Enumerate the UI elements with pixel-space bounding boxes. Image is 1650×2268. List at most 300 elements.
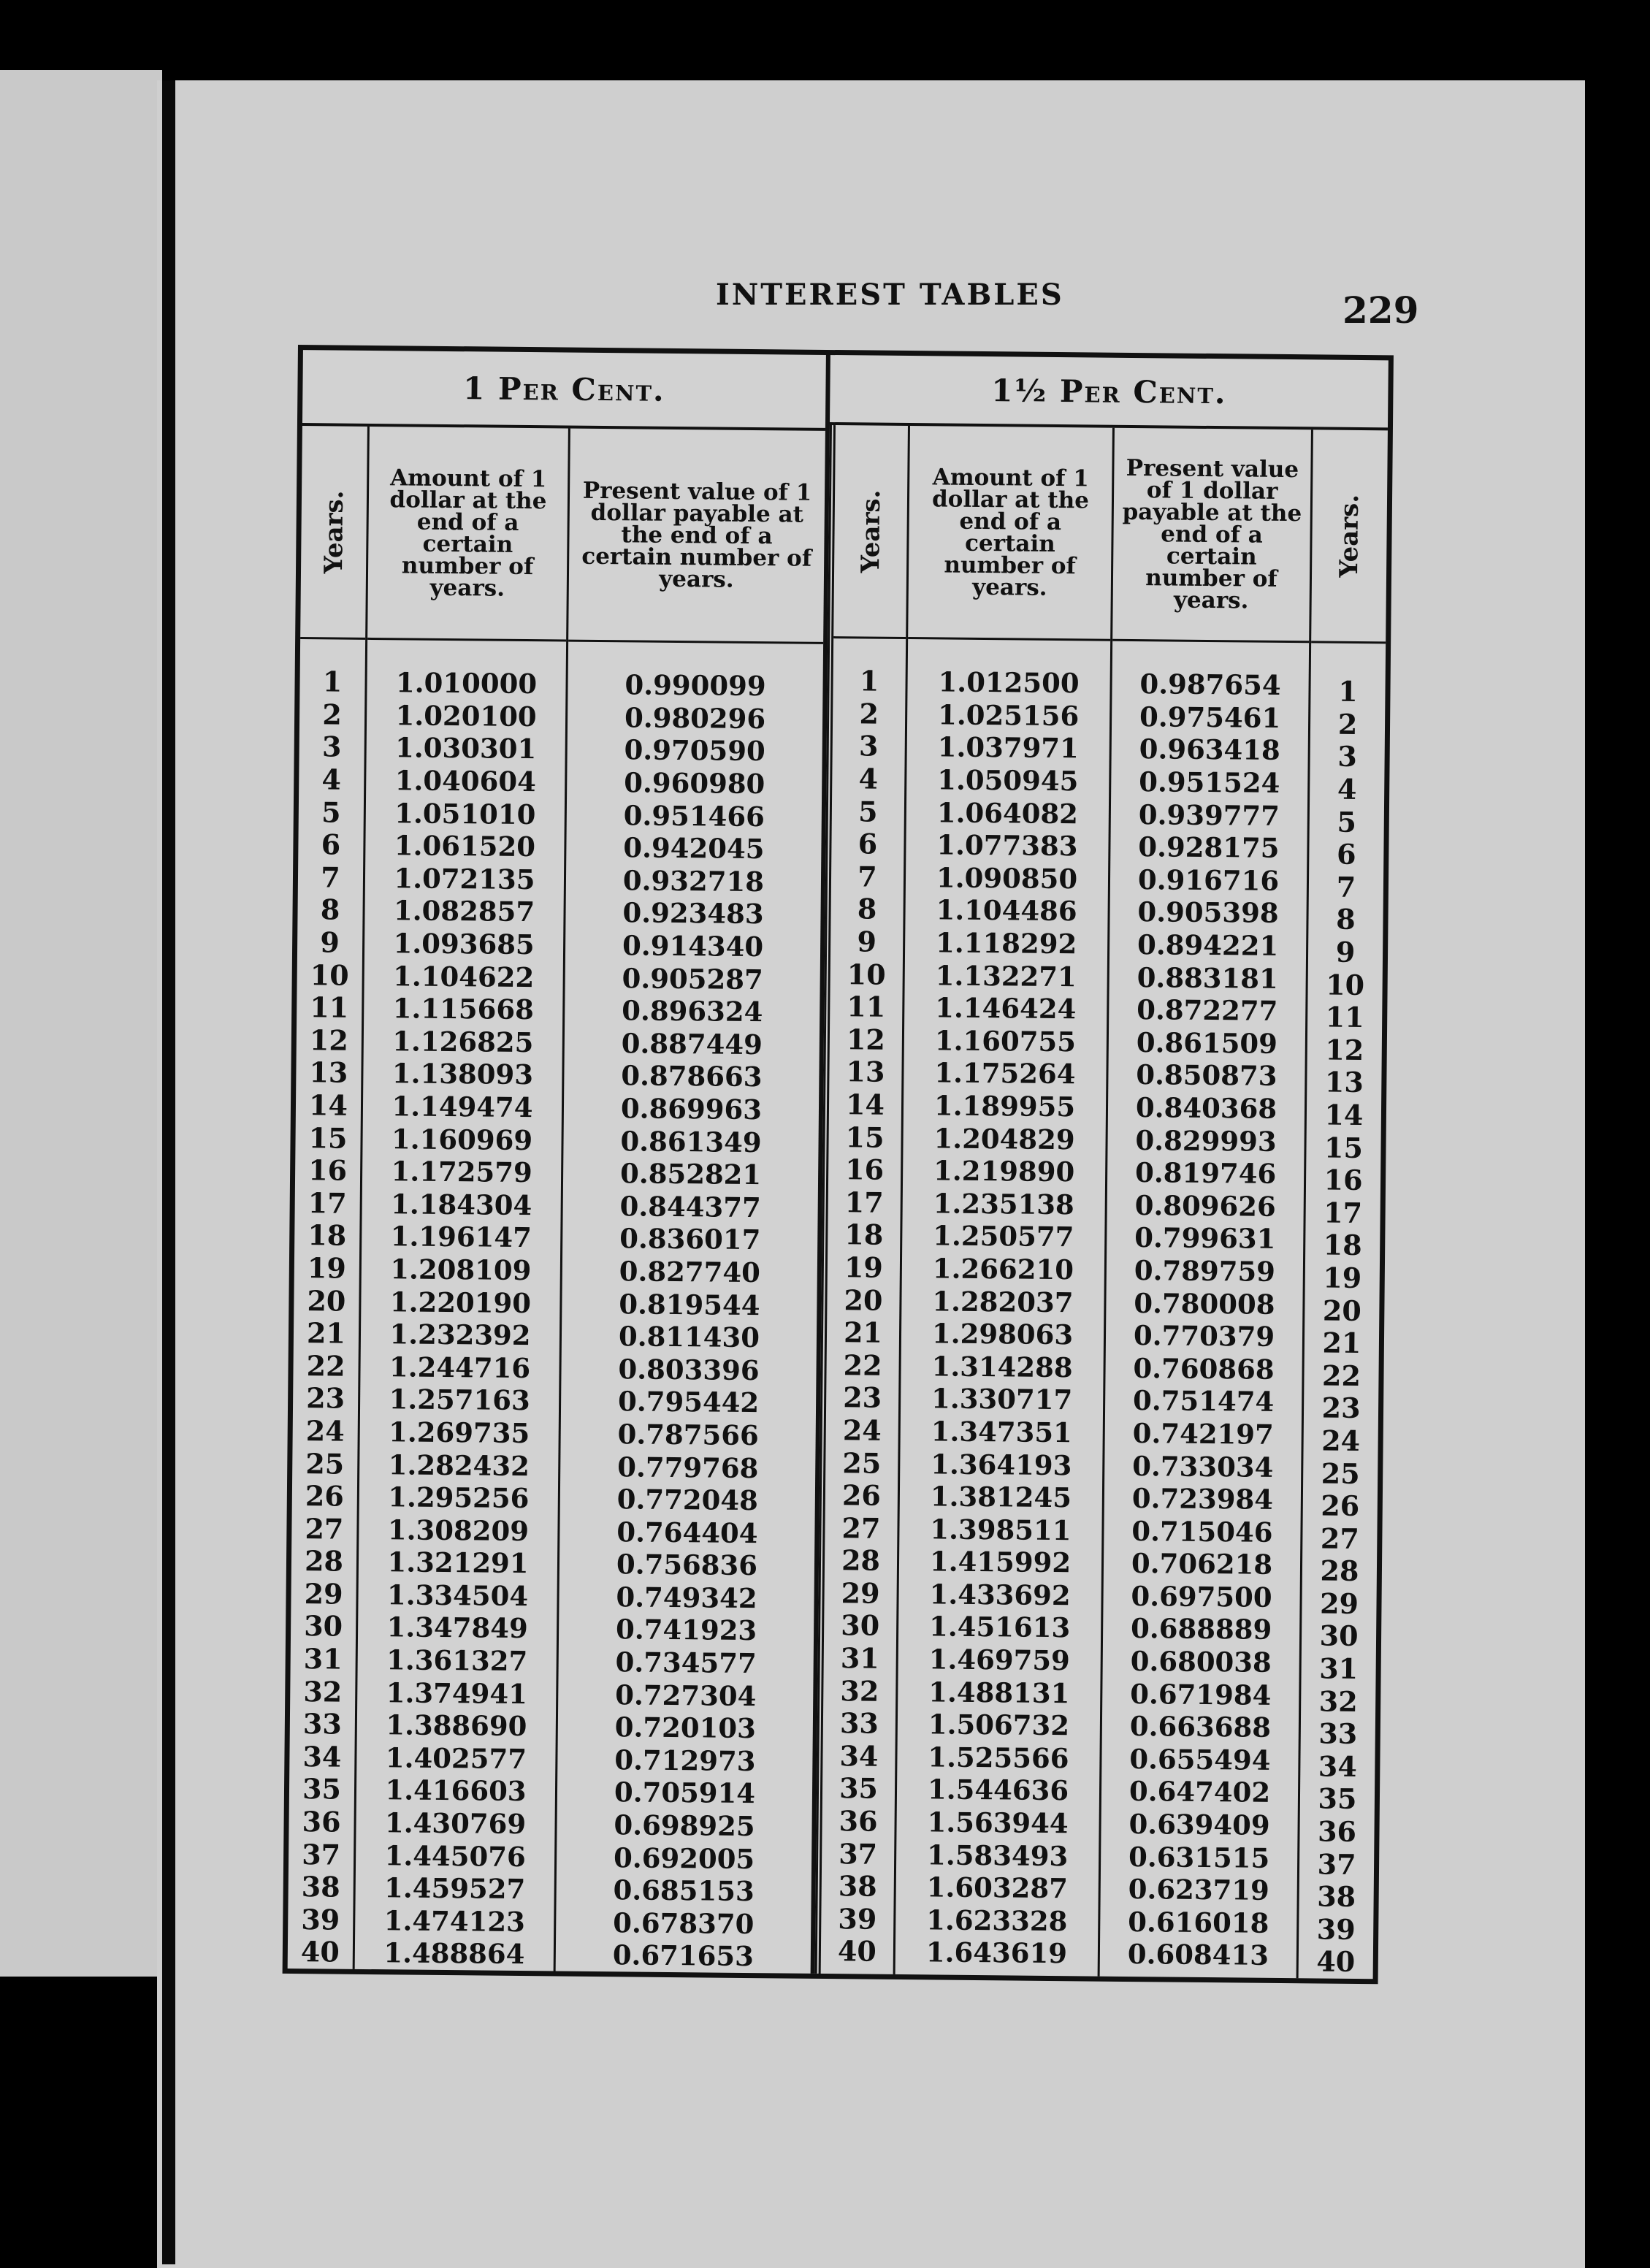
table-cell: 26: [1321, 1489, 1360, 1523]
table-cell: 1.220190: [389, 1285, 532, 1319]
amount-list: [355, 640, 566, 1971]
table-cell: 28: [841, 1543, 881, 1578]
table-cell: 1.172579: [391, 1155, 532, 1189]
table-cell: 33: [302, 1707, 343, 1741]
table-cell: 6: [1336, 837, 1356, 871]
table-cell: 1.146424: [935, 991, 1077, 1026]
table-cell: 17: [844, 1185, 884, 1219]
table-cell: 25: [305, 1446, 345, 1481]
table-cell: 1.488131: [928, 1676, 1070, 1709]
table-cell: 40: [300, 1935, 340, 1969]
table-cell: 20: [1322, 1294, 1362, 1327]
table-cell: 0.706218: [1131, 1547, 1273, 1581]
table-cell: 6: [858, 827, 878, 860]
table-cell: 0.639409: [1128, 1808, 1270, 1841]
table-cell: 1.160969: [391, 1122, 533, 1156]
table-cell: 0.751474: [1132, 1384, 1275, 1419]
table-cell: 1.314288: [931, 1350, 1073, 1383]
table-cell: 1.118292: [935, 926, 1077, 961]
table-cell: 0.764404: [616, 1515, 758, 1549]
table-cell: 0.905287: [622, 961, 763, 996]
table-cell: 14: [308, 1088, 348, 1122]
table-cell: 0.772048: [616, 1483, 759, 1517]
table-cell: 0.951524: [1139, 765, 1280, 799]
table-cell: 8: [857, 892, 877, 926]
table-cell: 1.603287: [926, 1871, 1069, 1905]
book-gutter: [162, 80, 175, 2264]
table-cell: 40: [1316, 1944, 1356, 1979]
table-cell: 9: [320, 925, 340, 959]
table-cell: 0.671653: [612, 1939, 755, 1973]
table-cell: 1.295256: [388, 1481, 530, 1515]
table-cell: 39: [1316, 1912, 1356, 1946]
amount-heading: Amount of 1 dollar at the end of a certain number of years.: [367, 427, 568, 642]
table-cell: 0.836017: [619, 1222, 761, 1256]
table-cell: 1.433692: [929, 1578, 1071, 1612]
table-cell: 6: [321, 828, 341, 861]
table-cell: 11: [310, 990, 349, 1024]
table-cell: 22: [843, 1348, 882, 1382]
years-heading: Years.: [1334, 494, 1365, 578]
table-cell: 0.819544: [619, 1287, 760, 1321]
table-cell: 0.887449: [621, 1027, 763, 1061]
table-cell: 18: [1323, 1228, 1362, 1262]
table-cell: 0.770379: [1133, 1319, 1275, 1353]
table-cell: 32: [303, 1674, 343, 1708]
table-cell: 0.928175: [1138, 831, 1280, 865]
table-cell: 0.727304: [615, 1678, 757, 1712]
table-cell: 4: [858, 762, 879, 795]
table-cell: 0.685153: [613, 1874, 755, 1908]
table-cell: 2: [1337, 707, 1358, 741]
table-cell: 0.916716: [1137, 863, 1280, 897]
table-cell: 5: [858, 795, 878, 828]
table-cell: 19: [307, 1251, 347, 1285]
table-cell: 0.647402: [1128, 1775, 1271, 1809]
years-column: [815, 425, 910, 1974]
table-cell: 5: [321, 795, 341, 829]
table-cell: 0.861349: [620, 1124, 762, 1158]
table-cell: 1.544636: [927, 1773, 1069, 1807]
table-cell: 0.779768: [617, 1450, 759, 1484]
table-cell: 1.563944: [927, 1806, 1069, 1840]
amount-column: [355, 427, 570, 1971]
table-cell: 35: [302, 1772, 342, 1806]
table-cell: 1.257163: [389, 1383, 530, 1417]
table-cell: 1.104622: [392, 959, 535, 993]
table-cell: 36: [839, 1804, 878, 1838]
table-cell: 16: [845, 1153, 885, 1186]
table-cell: 0.803396: [618, 1352, 760, 1386]
table-cell: 1.093685: [393, 927, 535, 961]
table-cell: 1.321291: [387, 1546, 529, 1580]
table-cell: 19: [1323, 1261, 1362, 1294]
table-cell: 29: [304, 1577, 343, 1611]
table-cell: 1.402577: [385, 1741, 527, 1775]
table-cell: 1.149474: [392, 1090, 533, 1124]
table-cell: 23: [1321, 1391, 1361, 1425]
present-value-column: [556, 429, 825, 1974]
table-cell: 3: [321, 730, 342, 764]
table-cell: 30: [303, 1609, 343, 1643]
present-value-list: [556, 642, 823, 1974]
table-cell: 14: [845, 1088, 885, 1121]
years-column: [1299, 430, 1388, 1979]
table-1-per-cent: [288, 350, 830, 1974]
table-cell: 0.723984: [1131, 1482, 1274, 1516]
table-cell: 0.975461: [1139, 700, 1281, 734]
table-cell: 0.663688: [1129, 1710, 1272, 1744]
table-cell: 1: [859, 664, 879, 698]
table-cell: 0.942045: [623, 831, 765, 866]
table-cell: 31: [1319, 1652, 1359, 1686]
table-cell: 33: [1318, 1717, 1358, 1751]
table-cell: 22: [1321, 1359, 1361, 1392]
table-cell: 0.799631: [1134, 1221, 1276, 1256]
table-cell: 21: [1322, 1326, 1361, 1360]
table-cell: 1.037971: [937, 730, 1080, 765]
table-cell: 8: [320, 893, 340, 926]
facing-page-edge: [0, 70, 162, 1977]
table-cell: 1.525566: [928, 1741, 1069, 1775]
table-cell: 3: [1337, 740, 1358, 774]
table-cell: 0.939777: [1138, 798, 1280, 832]
table-cell: 1.132271: [935, 959, 1077, 993]
table-cell: 1.072135: [394, 862, 535, 896]
table-cell: 1.040604: [394, 764, 537, 798]
table-cell: 13: [1324, 1065, 1364, 1099]
table-cell: 0.844377: [619, 1190, 761, 1223]
table-cell: 1.010000: [395, 666, 538, 700]
table-cell: 0.840368: [1135, 1091, 1277, 1125]
table-cell: 31: [840, 1641, 879, 1675]
table-cell: 10: [1325, 968, 1365, 1001]
table-cell: 18: [844, 1218, 884, 1252]
table-cell: 1.266210: [932, 1252, 1074, 1286]
table-cell: 0.631515: [1128, 1840, 1270, 1874]
table-cell: 1.623328: [926, 1904, 1068, 1938]
table-cell: 1.061520: [394, 829, 536, 863]
table-cell: 1.474123: [383, 1904, 526, 1938]
table-cell: 1.138093: [392, 1057, 534, 1091]
page-number: 229: [1342, 289, 1419, 332]
table-cell: 35: [1318, 1782, 1357, 1816]
table-cell: 0.861509: [1136, 1026, 1278, 1060]
table-cell: 1.374941: [386, 1676, 528, 1710]
amount-heading: Amount of 1 dollar at the end of a certain number of years.: [908, 426, 1112, 641]
table-cell: 0.678370: [613, 1906, 755, 1940]
table-cell: 0.852821: [619, 1157, 762, 1191]
table-cell: 3: [858, 729, 879, 763]
table-cell: 1.189955: [933, 1089, 1076, 1123]
table-cell: 22: [306, 1348, 345, 1383]
table-cell: 15: [845, 1120, 885, 1154]
table-cell: 21: [306, 1316, 346, 1350]
years-heading: Years.: [318, 490, 349, 574]
table-title: 1 Per Cent.: [302, 350, 826, 431]
table-cell: 1.050945: [937, 763, 1079, 798]
table-cell: 1.012500: [938, 665, 1080, 700]
table-cell: 37: [1317, 1847, 1356, 1881]
table-cell: 0.655494: [1129, 1742, 1271, 1776]
table-cell: 1.361327: [386, 1643, 528, 1678]
table-cell: 38: [301, 1870, 340, 1904]
table-cell: 0.923483: [622, 896, 764, 931]
table-cell: 27: [305, 1511, 344, 1546]
table-cell: 28: [304, 1544, 344, 1578]
table-cell: 1.219890: [933, 1154, 1075, 1188]
table-cell: 32: [840, 1673, 879, 1708]
table-cell: 1.269735: [388, 1416, 530, 1450]
table-cell: 1.583493: [926, 1838, 1069, 1872]
table-cell: 0.872277: [1137, 993, 1278, 1028]
table-cell: 1.488864: [383, 1936, 525, 1971]
amount-column: [895, 426, 1115, 1976]
table-cell: 29: [841, 1576, 880, 1610]
table-cell: 1.184304: [390, 1188, 532, 1221]
table-cell: 21: [843, 1316, 883, 1349]
table-cell: 0.705914: [614, 1776, 756, 1810]
table-cell: 1.415992: [929, 1545, 1072, 1579]
table-cell: 0.712973: [614, 1744, 756, 1777]
table-cell: 0.671984: [1130, 1677, 1272, 1711]
years-heading: Years.: [855, 489, 886, 573]
table-cell: 0.733034: [1132, 1449, 1274, 1484]
table-cell: 0.697500: [1131, 1579, 1272, 1614]
table-cell: 4: [321, 763, 342, 796]
table-cell: 1.469759: [928, 1643, 1071, 1677]
table-cell: 1.388690: [386, 1708, 527, 1743]
table-cell: 1.204829: [933, 1121, 1075, 1156]
table-cell: 16: [308, 1153, 348, 1187]
table-cell: 23: [305, 1381, 345, 1415]
table-cell: 25: [842, 1446, 882, 1480]
table-cell: 34: [839, 1739, 879, 1773]
table-cell: 9: [857, 925, 877, 958]
table-cell: 1.347849: [386, 1611, 528, 1645]
table-cell: 26: [841, 1478, 882, 1512]
table-cell: 4: [1337, 772, 1357, 806]
table-cell: 1.126825: [392, 1025, 534, 1058]
table-cell: 36: [302, 1805, 341, 1839]
table-cell: 12: [309, 1023, 349, 1057]
table-cell: 1.430769: [384, 1806, 527, 1841]
table-cell: 1.115668: [392, 992, 535, 1026]
table-cell: 1.364193: [931, 1447, 1072, 1481]
table-cell: 1.051010: [394, 796, 536, 831]
table-cell: 20: [307, 1283, 346, 1318]
table-cell: 0.819746: [1134, 1156, 1277, 1191]
table-cell: 31: [303, 1642, 343, 1676]
table-cell: 37: [839, 1836, 878, 1871]
table-cell: 1.506732: [928, 1708, 1070, 1742]
table-cell: 1.175264: [934, 1056, 1076, 1091]
table-cell: 0.960980: [624, 766, 765, 801]
table-cell: 1.025156: [937, 698, 1080, 733]
table-cell: 15: [308, 1120, 348, 1155]
table-cell: 1.244716: [389, 1350, 531, 1384]
table-cell: 27: [841, 1511, 881, 1545]
table-cell: 10: [310, 958, 349, 992]
table-cell: 32: [1318, 1684, 1358, 1718]
table-cell: 1.334504: [386, 1578, 529, 1612]
present-value-column: [1100, 428, 1313, 1978]
table-cell: 11: [1325, 1000, 1364, 1034]
table-cell: 0.623719: [1128, 1873, 1270, 1907]
table-cell: 24: [842, 1413, 882, 1447]
table-cell: 8: [1336, 903, 1356, 936]
table-cell: 26: [305, 1479, 345, 1513]
table-cell: 0.760868: [1133, 1351, 1275, 1386]
table-cell: 1.232392: [389, 1318, 531, 1352]
table-cell: 34: [302, 1739, 342, 1773]
table-cell: 27: [1320, 1521, 1360, 1555]
table-title: 1½ Per Cent.: [830, 355, 1389, 431]
table-cell: 0.829993: [1135, 1123, 1277, 1158]
table-cell: 1.459527: [383, 1871, 526, 1906]
table-cell: 1.298063: [931, 1317, 1074, 1351]
table-cell: 38: [1317, 1879, 1356, 1914]
table-cell: 0.990099: [625, 668, 766, 703]
table-cell: 0.869963: [620, 1092, 763, 1126]
table-cell: 2: [859, 697, 879, 730]
table-cell: 17: [308, 1185, 347, 1220]
table-cell: 1: [1338, 674, 1358, 709]
table-cell: 0.787566: [617, 1418, 759, 1452]
table-cell: 1.282037: [932, 1284, 1074, 1318]
table-cell: 1.208109: [390, 1253, 532, 1287]
table-cell: 11: [847, 990, 886, 1023]
table-cell: 0.795442: [617, 1385, 760, 1419]
table-cell: 33: [839, 1706, 879, 1740]
table-cell: 0.720103: [614, 1711, 757, 1745]
table-cell: 1: [322, 665, 343, 698]
present-value-heading: Present value of 1 dollar payable at the end of a certain number of years.: [1112, 428, 1311, 644]
table-cell: 1.643619: [925, 1936, 1068, 1970]
table-cell: 0.850873: [1136, 1058, 1277, 1093]
table-cell: 1.196147: [390, 1220, 532, 1254]
table-1-and-half-per-cent: [815, 355, 1389, 1979]
table-cell: 1.160755: [934, 1024, 1077, 1058]
table-cell: 1.250577: [933, 1219, 1074, 1253]
present-value-heading: Present value of 1 dollar payable at the end of a certain number of years.: [568, 429, 825, 644]
table-cell: 17: [1323, 1196, 1363, 1229]
table-cell: 0.809626: [1134, 1188, 1276, 1223]
years-list: [821, 638, 906, 1974]
table-cell: 23: [843, 1381, 882, 1415]
table-cell: 2: [322, 698, 343, 731]
table-cell: 1.398511: [930, 1513, 1072, 1546]
table-cell: 0.692005: [613, 1841, 755, 1875]
table-cell: 5: [1337, 805, 1357, 839]
table-cell: 0.894221: [1137, 928, 1279, 962]
table-cell: 1.282432: [388, 1448, 530, 1482]
table-cell: 36: [1317, 1814, 1357, 1849]
table-cell: 40: [837, 1934, 877, 1969]
years-list: [288, 639, 365, 1969]
table-cell: 1.104486: [936, 893, 1077, 928]
table-cell: 0.827740: [619, 1255, 761, 1289]
table-cell: 1.082857: [393, 894, 535, 928]
table-cell: 1.381245: [930, 1480, 1072, 1514]
table-cell: 0.963418: [1139, 733, 1280, 767]
table-cell: 13: [309, 1055, 348, 1090]
table-cell: 9: [1335, 935, 1356, 969]
present-value-list: [1100, 641, 1310, 1978]
table-cell: 1.308209: [387, 1513, 530, 1547]
table-cell: 0.688889: [1130, 1612, 1272, 1646]
table-cell: 7: [321, 860, 340, 894]
table-cell: 0.780008: [1134, 1286, 1275, 1321]
table-cell: 1.235138: [933, 1187, 1075, 1221]
table-cell: 0.987654: [1139, 668, 1281, 702]
table-cell: 20: [844, 1283, 883, 1317]
table-cell: 7: [1336, 870, 1356, 904]
table-cell: 38: [838, 1869, 877, 1903]
table-cell: 16: [1324, 1163, 1363, 1197]
table-cell: 13: [846, 1055, 885, 1089]
table-cell: 1.347351: [931, 1415, 1073, 1449]
table-cell: 19: [844, 1251, 884, 1284]
table-cell: 37: [301, 1837, 341, 1871]
table-cell: 34: [1318, 1749, 1358, 1783]
table-cell: 0.980296: [624, 701, 766, 736]
table-cell: 1.445076: [384, 1839, 526, 1873]
years-list: [1299, 644, 1386, 1979]
table-cell: 0.608413: [1127, 1938, 1269, 1972]
table-cell: 0.905398: [1137, 896, 1279, 930]
table-cell: 1.077383: [936, 828, 1078, 863]
table-cell: 35: [839, 1771, 879, 1806]
table-cell: 0.811430: [618, 1320, 760, 1354]
table-cell: 0.789759: [1134, 1253, 1276, 1288]
table-cell: 25: [1321, 1456, 1360, 1490]
table-cell: 1.020100: [395, 699, 537, 733]
table-cell: 12: [1325, 1033, 1364, 1066]
table-cell: 12: [846, 1023, 886, 1056]
table-cell: 0.970590: [624, 733, 765, 768]
table-cell: 0.756836: [616, 1548, 758, 1582]
table-cell: 0.715046: [1131, 1514, 1273, 1549]
table-cell: 1.416603: [385, 1773, 527, 1808]
table-cell: 7: [858, 860, 877, 893]
table-cell: 0.914340: [622, 929, 764, 963]
table-cell: 28: [1320, 1554, 1359, 1588]
table-cell: 0.741923: [615, 1613, 757, 1647]
table-cell: 0.883181: [1137, 961, 1278, 995]
table-cell: 39: [838, 1902, 877, 1936]
table-cell: 39: [301, 1902, 340, 1936]
table-cell: 0.734577: [615, 1646, 757, 1680]
table-cell: 15: [1324, 1131, 1364, 1164]
table-cell: 14: [1324, 1098, 1364, 1132]
table-cell: 0.616018: [1128, 1905, 1269, 1939]
running-head: INTEREST TABLES: [716, 278, 1064, 312]
interest-tables: [283, 345, 1394, 1984]
table-cell: 1.030301: [394, 731, 537, 765]
amount-list: [895, 639, 1111, 1976]
table-cell: 24: [1321, 1424, 1361, 1457]
table-cell: 0.951466: [623, 798, 765, 833]
table-cell: 1.064082: [936, 796, 1079, 830]
table-cell: 0.680038: [1130, 1645, 1272, 1679]
table-cell: 30: [1319, 1619, 1359, 1653]
table-cell: 0.932718: [622, 864, 765, 898]
table-cell: 0.749342: [616, 1581, 757, 1614]
table-cell: 1.090850: [936, 861, 1078, 896]
table-cell: 0.742197: [1132, 1416, 1274, 1451]
table-cell: 0.896324: [622, 994, 763, 1028]
